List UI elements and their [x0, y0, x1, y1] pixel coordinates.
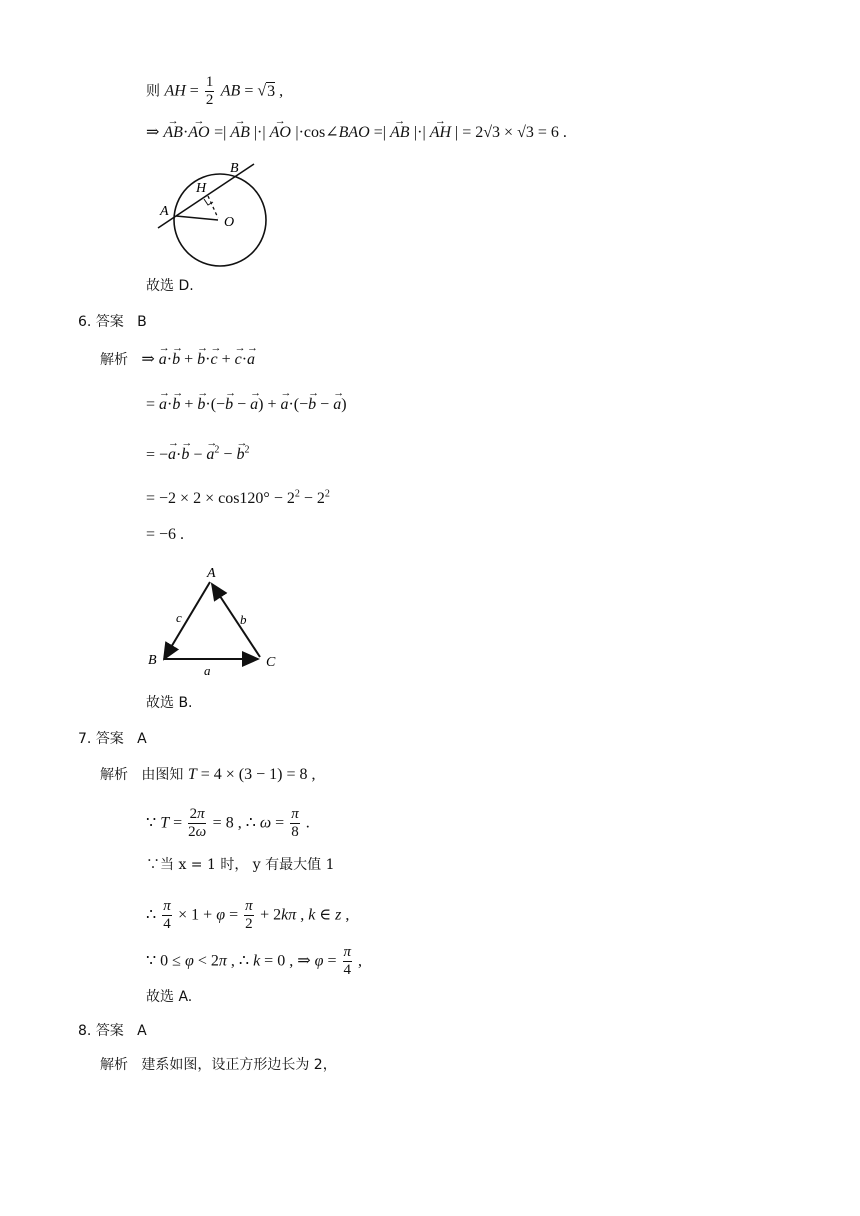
q5-result: 2√3 × √3 = 6	[475, 124, 559, 141]
q8-header	[78, 1022, 147, 1040]
q8-analysis-label: 解析	[100, 1057, 128, 1073]
q7-step-5: ∵ 0 ≤ φ < 2π , ∴ k = 0 , ⇒ φ = $\frac{\pi}{4}$ ,	[146, 944, 363, 978]
pi4-fraction: $\frac{\pi}{4}$	[163, 898, 171, 932]
label-h: H	[196, 181, 207, 196]
q5-dot-product-line: ⇒ → AB·→ AO =| → AB |·| → AO |·cos∠BAO =| → AB |·| → AH | = 2√3 × √3 = 6 .	[146, 124, 567, 142]
q5-conclusion: 故选 D.	[146, 278, 194, 294]
q7-conclusion: 故选 A.	[146, 989, 193, 1005]
q6-number: 6.	[78, 314, 92, 330]
q8-answer: A	[137, 1023, 147, 1039]
q8-text: 建系如图，设正方形边长为 2，	[141, 1057, 337, 1073]
label-vec-b: b	[240, 612, 247, 627]
vector-c	[164, 582, 210, 659]
q6-step-2: = → a·→ b + → b·(−→ b − → a) + → a·(−→ b − → a)	[146, 396, 347, 414]
q6-answer-label: 答案	[95, 314, 124, 330]
q6-step-1: 解析 ⇒ → a·→ b + → b·→ c + → c·→ a	[100, 351, 255, 369]
label-o: O	[224, 215, 235, 230]
phi-fraction: $\frac{\pi}{4}$	[343, 944, 352, 978]
period-fraction: $\frac{2\pi}{2\omega}$	[188, 806, 207, 840]
q7-step-2: ∵ T = $\frac{2\pi}{2\omega}$ = 8 , ∴ ω = $\frac{\pi}{8}$ .	[146, 806, 310, 840]
q8-answer-label: 答案	[95, 1023, 124, 1039]
circle-figure	[150, 158, 280, 270]
q7-step-3: ∵当 x = 1 时， y 有最大值 1	[146, 857, 335, 873]
q6-conclusion: 故选 B.	[146, 695, 193, 711]
q6-header	[78, 313, 147, 331]
vector-b	[212, 584, 260, 657]
q6-final: = −6 .	[146, 526, 185, 543]
q5-ah-line: 则 AH = $\frac{1}{2}$ AB = √3 ,	[146, 74, 284, 108]
q6-answer: B	[137, 314, 147, 330]
vertex-c: C	[266, 655, 276, 670]
q6-analysis-label: 解析	[100, 352, 128, 368]
q5-ze: 则	[146, 83, 160, 100]
line-ao	[176, 216, 218, 220]
label-vec-c: c	[176, 610, 182, 625]
q7-header	[78, 730, 147, 748]
q7-answer-label: 答案	[95, 731, 124, 747]
q6-step-4: = $-2 \times 2 \times \cos 120^\circ - 2^2 - 2^2$	[146, 489, 330, 508]
q8-number: 8.	[78, 1023, 92, 1039]
pi2-fraction: $\frac{\pi}{2}$	[245, 898, 253, 932]
q7-prefix: 由图知	[141, 767, 184, 783]
q7-step-1: 解析 由图知 T = 4 × (3 − 1) = 8 ,	[100, 766, 316, 783]
omega-fraction: $\frac{\pi}{8}$	[291, 806, 299, 840]
q8-analysis	[100, 1056, 337, 1074]
vertex-a: A	[207, 566, 216, 581]
q7-step-4: ∴ $\frac{\pi}{4}$ × 1 + φ = $\frac{\pi}{2}$ + 2kπ , k ∈ z ,	[146, 898, 350, 932]
label-vec-a: a	[204, 663, 211, 678]
q6-step-3: = −→ a·→ b − → $a^2$ − → $b^2$	[146, 442, 249, 464]
label-b: B	[230, 161, 239, 176]
q7-number: 7.	[78, 731, 92, 747]
q7-answer: A	[137, 731, 147, 747]
line-oh	[208, 196, 218, 218]
half-fraction: $\frac{1}{2}$	[205, 74, 214, 108]
triangle-figure	[144, 562, 284, 682]
circle	[174, 174, 266, 266]
q7-analysis-label: 解析	[100, 767, 128, 783]
vertex-b: B	[148, 653, 157, 668]
label-a: A	[160, 204, 169, 219]
